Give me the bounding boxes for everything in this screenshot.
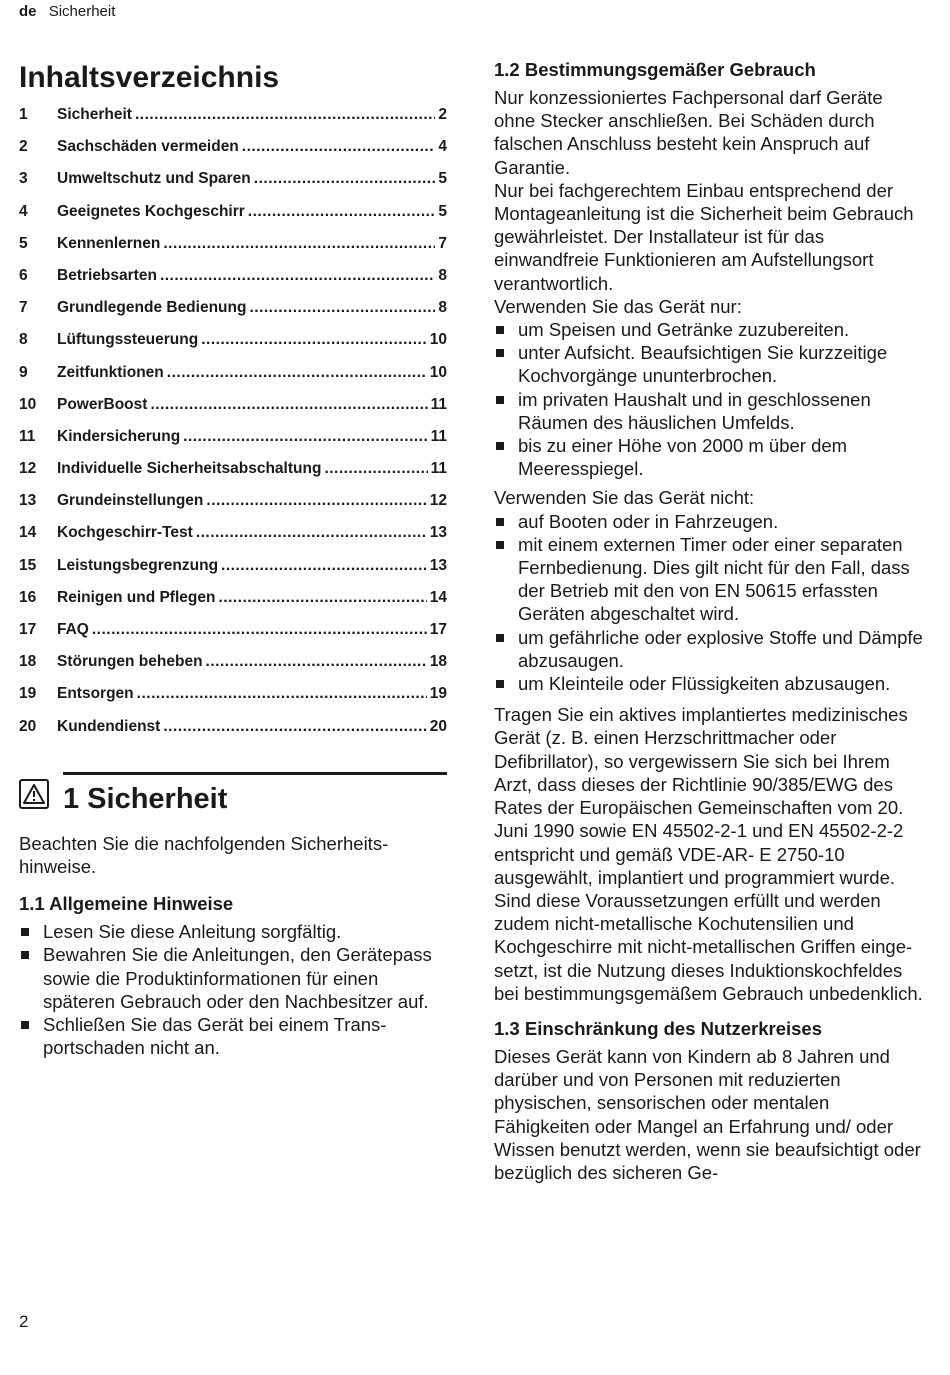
toc-entry-page: 7 (438, 234, 447, 252)
toc-entry (19, 460, 447, 492)
toc-entry-number: 14 (19, 524, 37, 542)
list-item: Bewahren Sie die Anleitungen, den Gerätepass sowie die Produktinformationen für einen späteren Gebrauch oder den Nachbesitzer auf. (19, 943, 447, 1013)
toc-entry-page: 8 (438, 299, 447, 317)
section-title: 1 Sicherheit (63, 782, 228, 815)
page-number: 2 (19, 1312, 29, 1331)
toc-entry (19, 621, 447, 653)
toc-entry (19, 267, 447, 299)
paragraph: Verwenden Sie das Gerät nicht: (494, 487, 755, 509)
toc-entry-label: Betriebsarten (57, 266, 157, 284)
toc-entry (19, 685, 447, 717)
warning-icon (19, 779, 49, 809)
toc-leader-dots (150, 396, 427, 414)
toc-leader-dots (324, 460, 427, 478)
toc-entry-number: 5 (19, 234, 28, 252)
toc-entry-number: 8 (19, 331, 28, 349)
list-item: bis zu einer Höhe von 2000 m über dem Meeresspiegel. (494, 434, 924, 480)
toc-entry (19, 492, 447, 524)
toc-entry-number: 12 (19, 460, 37, 478)
toc-entry-page: 20 (429, 717, 447, 735)
toc-entry-page: 17 (429, 621, 447, 638)
list-item: Lesen Sie diese Anleitung sorgfältig. (19, 920, 447, 943)
toc-entry-page: 12 (429, 492, 447, 510)
toc-entry-number: 2 (19, 138, 28, 156)
toc-entry (19, 396, 447, 428)
toc-entry-label: Störungen beheben (57, 653, 203, 671)
toc-entry-label: Umweltschutz und Sparen (57, 170, 251, 188)
toc-entry (19, 589, 447, 621)
paragraph: Tragen Sie ein aktives implantiertes medizinisches Gerät (z. B. einen Herzschrittmacher oder Defibrillator), so vergewissern Sie sich bei Ihrem Arzt, dass dieses der Richtlinie 90/385/EWG des Rates der Europäischen Gemeinschaften vom 20. Juni 1990 sowie EN 45502-2-1 und EN 45502-2-2 entspricht und gemäß VDE-AR- E 2750-10 ausgewählt, implantiert und programmiert wurde. Sind diese Voraussetzungen erfüllt und werden zudem nicht-metallische Kochutensilien und Kochgeschirre mit nicht-metallischen Griffen eingesetzt, ist die Nutzung dieses Induktionskochfeldes bei bestimmungsgemäßem Gebrauch unbedenklich. (494, 704, 923, 1004)
toc-entry-number: 11 (19, 427, 36, 445)
toc-entry-label: Grundlegende Bedienung (57, 299, 247, 317)
toc-entry-page: 2 (438, 106, 447, 123)
toc-entry-page: 11 (430, 395, 447, 413)
toc-leader-dots (196, 524, 427, 542)
subsection-title-1-1: 1.1 Allgemeine Hinweise (19, 893, 234, 915)
toc-entry-page: 11 (430, 427, 447, 445)
list-item: auf Booten oder in Fahrzeugen. (494, 510, 924, 533)
toc-entry-number: 13 (19, 492, 37, 510)
toc-entry-page: 13 (429, 524, 447, 542)
toc-entry-label: Kochgeschirr-Test (57, 524, 193, 542)
toc-entry-page: 10 (429, 331, 447, 349)
toc-entry-page: 13 (429, 556, 447, 574)
toc-leader-dots (248, 203, 436, 221)
toc-entry-number: 17 (19, 621, 37, 638)
left-column (19, 58, 447, 1059)
toc-entry-label: Individuelle Sicherheitsabschaltung (57, 460, 322, 478)
toc-entry-label: Kindersicherung (57, 427, 181, 445)
list-item: unter Aufsicht. Beaufsichtigen Sie kurzzeitige Kochvorgänge ununterbrochen. (494, 341, 924, 387)
toc-leader-dots (92, 621, 427, 639)
permitted-use-list (494, 318, 924, 480)
toc-entry-page: 11 (430, 460, 447, 478)
toc-entry (19, 331, 447, 363)
toc-entry-number: 19 (19, 685, 37, 703)
toc-entry (19, 203, 447, 235)
toc-entry-number: 15 (19, 556, 37, 574)
toc-entry-label: Sachschäden vermeiden (57, 138, 239, 156)
toc-leader-dots (167, 364, 427, 382)
toc-leader-dots (163, 235, 435, 253)
toc-entry-page: 5 (438, 202, 447, 220)
toc-entry (19, 428, 447, 460)
toc-entry-page: 4 (438, 138, 447, 156)
list-item: um Kleinteile oder Flüssigkeiten abzusaugen. (494, 672, 924, 695)
toc-leader-dots (221, 557, 427, 575)
list-item: um gefährliche oder explosive Stoffe und Dämpfe abzusaugen. (494, 626, 924, 672)
running-header (19, 3, 115, 20)
toc-entry (19, 235, 447, 267)
toc-entry-label: Leistungsbegrenzung (57, 556, 219, 574)
prohibited-use-list (494, 510, 924, 696)
header-section: Sicherheit (48, 3, 116, 20)
toc-entry (19, 106, 447, 138)
toc-leader-dots (206, 492, 426, 510)
toc-entry-label: Geeignetes Kochgeschirr (57, 202, 245, 220)
list-item: um Speisen und Getränke zuzubereiten. (494, 318, 924, 341)
toc-entry-label: Entsorgen (57, 685, 134, 703)
toc-leader-dots (201, 331, 427, 349)
toc-entry-number: 1 (19, 106, 28, 123)
paragraph: Verwenden Sie das Gerät nur: (494, 295, 742, 317)
section-heading (63, 772, 447, 819)
toc-leader-dots (242, 138, 436, 156)
toc-list (19, 106, 447, 750)
toc-entry (19, 364, 447, 396)
toc-entry (19, 138, 447, 170)
toc-entry-page: 10 (429, 363, 447, 381)
paragraph: Nur konzessioniertes Fachpersonal darf Geräte ohne Stecker anschließen. Bei Schäden durch falschen Anschluss besteht kein Anspruch auf Garantie. (494, 87, 883, 178)
toc-entry (19, 524, 447, 556)
toc-title: Inhaltsverzeichnis (19, 61, 280, 94)
general-notes-list (19, 920, 447, 1059)
toc-entry-label: Lüftungssteuerung (57, 331, 199, 349)
toc-entry-number: 9 (19, 363, 28, 381)
toc-entry-label: Sicherheit (57, 106, 132, 123)
toc-leader-dots (249, 299, 435, 317)
toc-leader-dots (254, 170, 436, 188)
toc-entry-label: FAQ (57, 621, 89, 638)
toc-leader-dots (160, 267, 435, 285)
toc-entry-number: 18 (19, 653, 37, 671)
paragraph: Dieses Gerät kann von Kindern ab 8 Jahren und darüber und von Personen mit reduzierten physischen, sensorischen oder mentalen Fähigkeiten oder Mangel an Erfahrung und/ oder Wissen benutzt werden, wenn sie beaufsichtigt oder bezüglich des sicheren Ge- (494, 1045, 921, 1183)
toc-entry (19, 299, 447, 331)
toc-entry-page: 19 (429, 685, 447, 703)
toc-entry (19, 653, 447, 685)
toc-entry-number: 4 (19, 202, 28, 220)
toc-entry-label: Kundendienst (57, 717, 161, 735)
toc-entry-page: 18 (429, 653, 447, 671)
list-item: im privaten Haushalt und in geschlossenen Räumen des häuslichen Umfelds. (494, 388, 924, 434)
toc-entry (19, 718, 447, 750)
language-code: de (19, 3, 37, 20)
paragraph: Nur bei fachgerechtem Einbau entsprechend der Montageanleitung ist die Sicherheit beim Gebrauch gewährleistet. Der Installateur ist für das einwandfreie Funktionieren am Aufstellungsort verantwortlich. (494, 179, 914, 294)
toc-entry-number: 20 (19, 717, 37, 735)
toc-entry (19, 557, 447, 589)
toc-entry-label: Kennenlernen (57, 234, 161, 252)
toc-leader-dots (137, 685, 427, 703)
list-item: Schließen Sie das Gerät bei einem Transportschaden nicht an. (19, 1013, 447, 1059)
subsection-title-1-2: 1.2 Bestimmungsgemäßer Gebrauch (494, 59, 816, 80)
toc-entry-page: 8 (438, 266, 447, 284)
toc-entry-label: Reinigen und Pflegen (57, 588, 216, 606)
toc-entry-number: 3 (19, 170, 28, 188)
toc-leader-dots (218, 589, 426, 607)
toc-entry-number: 16 (19, 588, 37, 606)
section-intro: Beachten Sie die nachfolgenden Sicherheitshinweise. (19, 832, 389, 877)
toc-entry-page: 5 (438, 170, 447, 188)
toc-entry-label: Zeitfunktionen (57, 363, 164, 381)
toc-leader-dots (163, 718, 426, 736)
toc-leader-dots (135, 106, 435, 124)
toc-entry-label: Grundeinstellungen (57, 492, 204, 510)
toc-entry (19, 170, 447, 202)
toc-entry-number: 10 (19, 395, 37, 413)
right-column (494, 58, 924, 1184)
list-item: mit einem externen Timer oder einer separaten Fernbedienung. Dies gilt nicht für den Fall, dass der Betrieb mit den von EN 50615 erfassten Geräten abgeschaltet wird. (494, 533, 924, 626)
toc-leader-dots (206, 653, 427, 671)
toc-entry-number: 6 (19, 266, 28, 284)
toc-entry-label: PowerBoost (57, 395, 148, 413)
subsection-title-1-3: 1.3 Einschränkung des Nutzerkreises (494, 1017, 822, 1039)
toc-entry-number: 7 (19, 299, 28, 317)
toc-leader-dots (183, 428, 427, 446)
toc-entry-page: 14 (429, 588, 447, 606)
